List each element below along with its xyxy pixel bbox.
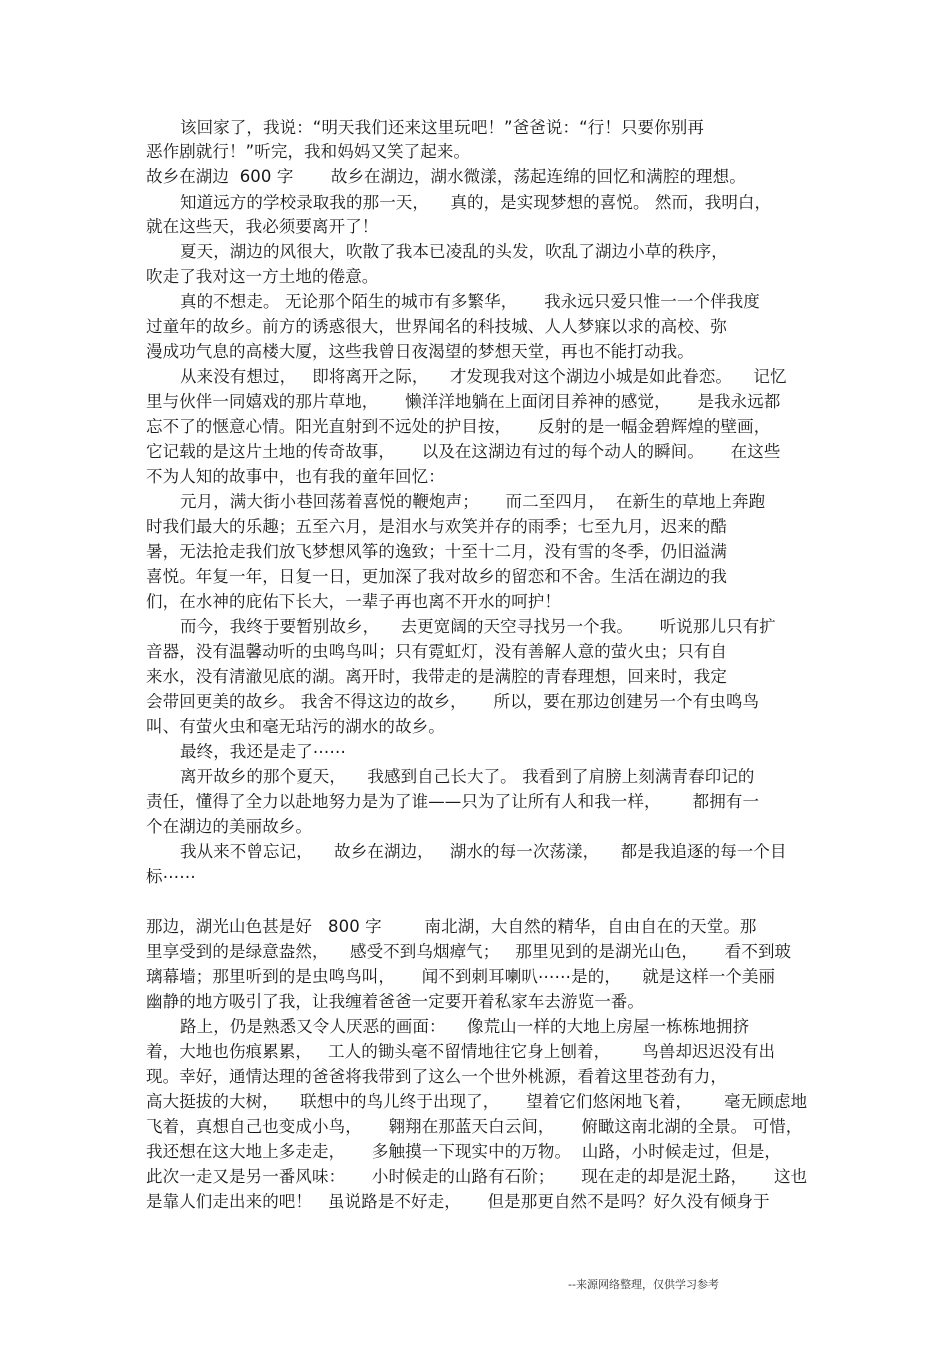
paragraph-line: 会带回更美的故乡。 我舍不得这边的故乡， 所以，要在那边创建另一个有虫鸣鸟: [146, 692, 760, 711]
paragraph-line: 路上，仍是熟悉又令人厌恶的画面： 像荒山一样的大地上房屋一栋栋地拥挤: [180, 1017, 750, 1036]
paragraph-line: 过童年的故乡。前方的诱惑很大，世界闻名的科技城、人人梦寐以求的高校、弥: [146, 317, 727, 336]
paragraph-line: 现。幸好，通情达理的爸爸将我带到了这么一个世外桃源，看着这里苍劲有力，: [146, 1067, 727, 1086]
paragraph-line: 最终，我还是走了⋯⋯: [180, 742, 346, 761]
paragraph-line: 叫、有萤火虫和毫无玷污的湖水的故乡。: [146, 717, 445, 736]
paragraph-line: 恶作剧就行！”听完，我和妈妈又笑了起来。: [146, 142, 471, 161]
paragraph-line: 暑，无法抢走我们放飞梦想风筝的逸致；十至十二月，没有雪的冬季，仍旧溢满: [146, 542, 727, 561]
essay-title-line: 故乡在湖边 600 字 故乡在湖边，湖水微漾，荡起连绵的回忆和满腔的理想。: [146, 167, 746, 186]
paragraph-line: 飞着，真想自己也变成小鸟， 翱翔在那蓝天白云间， 俯瞰这南北湖的全景。 可惜，: [146, 1117, 803, 1136]
paragraph-line: 元月，满大街小巷回荡着喜悦的鞭炮声； 而二至四月， 在新生的草地上奔跑: [180, 492, 766, 511]
paragraph-line: 们，在水神的庇佑下长大，一辈子再也离不开水的呵护！: [146, 592, 561, 611]
paragraph-line: 夏天，湖边的风很大，吹散了我本已凌乱的头发，吹乱了湖边小草的秩序，: [180, 242, 728, 261]
essay-title-line: 那边，湖光山色甚是好 800 字 南北湖，大自然的精华，自由自在的天堂。那: [146, 917, 757, 936]
paragraph-line: 里享受到的是绿意盎然， 感受不到乌烟瘴气； 那里见到的是湖光山色， 看不到玻: [146, 942, 792, 961]
paragraph-line: 来水，没有清澈见底的湖。离开时，我带走的是满腔的青春理想，回来时，我定: [146, 667, 727, 686]
paragraph-line: 着，大地也伤痕累累， 工人的锄头毫不留情地往它身上刨着， 鸟兽却迟迟没有出: [146, 1042, 776, 1061]
paragraph-line: 它记载的是这片土地的传奇故事， 以及在这湖边有过的每个动人的瞬间。 在这些: [146, 442, 781, 461]
paragraph-line: 而今，我终于要暂别故乡， 去更宽阔的天空寻找另一个我。 听说那儿只有扩: [180, 617, 776, 636]
paragraph-line: 个在湖边的美丽故乡。: [146, 817, 312, 836]
paragraph-line: 是靠人们走出来的吧！ 虽说路是不好走， 但是那更自然不是吗？好久没有倾身于: [146, 1192, 770, 1211]
paragraph-line: 该回家了，我说：“明天我们还来这里玩吧！”爸爸说：“行！只要你别再: [180, 118, 704, 137]
paragraph-line: 忘不了的惬意心情。阳光直射到不远处的护目按， 反射的是一幅金碧辉煌的壁画，: [146, 417, 771, 436]
paragraph-line: 音器，没有温馨动听的虫鸣鸟叫；只有霓虹灯，没有善解人意的萤火虫；只有自: [146, 642, 727, 661]
paragraph-line: 漫成功气息的高楼大厦，这些我曾日夜渴望的梦想天堂，再也不能打动我。: [146, 342, 694, 361]
paragraph-line: 里与伙伴一同嬉戏的那片草地， 懒洋洋地躺在上面闭目养神的感觉， 是我永远都: [146, 392, 781, 411]
paragraph-line: 责任，懂得了全力以赴地努力是为了谁——只为了让所有人和我一样， 都拥有一: [146, 792, 760, 811]
paragraph-line: 就在这些天，我必须要离开了！: [146, 217, 379, 236]
source-footer: --来源网络整理，仅供学习参考: [568, 1278, 719, 1291]
paragraph-line: 我从来不曾忘记， 故乡在湖边， 湖水的每一次荡漾， 都是我追逐的每一个目: [180, 842, 787, 861]
paragraph-line: 离开故乡的那个夏天， 我感到自己长大了。 我看到了肩膀上刻满青春印记的: [180, 767, 755, 786]
paragraph-line: 时我们最大的乐趣；五至六月，是泪水与欢笑并存的雨季；七至九月，迟来的酷: [146, 517, 727, 536]
paragraph-line: 标⋯⋯: [146, 867, 196, 886]
paragraph-line: 璃幕墙；那里听到的是虫鸣鸟叫， 闻不到刺耳喇叭⋯⋯是的， 就是这样一个美丽: [146, 967, 776, 986]
paragraph-line: 高大挺拔的大树， 联想中的鸟儿终于出现了， 望着它们悠闲地飞着， 毫无顾虑地: [146, 1092, 808, 1111]
paragraph-line: 喜悦。年复一年，日复一日，更加深了我对故乡的留恋和不舍。生活在湖边的我: [146, 567, 727, 586]
paragraph-line: 幽静的地方吸引了我，让我缠着爸爸一定要开着私家车去游览一番。: [146, 992, 644, 1011]
paragraph-line: 我还想在这大地上多走走， 多触摸一下现实中的万物。 山路，小时候走过，但是，: [146, 1142, 782, 1161]
paragraph-line: 不为人知的故事中，也有我的童年回忆：: [146, 467, 445, 486]
paragraph-line: 吹走了我对这一方土地的倦意。: [146, 267, 379, 286]
paragraph-line: 从来没有想过， 即将离开之际， 才发现我对这个湖边小城是如此眷恋。 记忆: [180, 367, 787, 386]
paragraph-line: 知道远方的学校录取我的那一天， 真的，是实现梦想的喜悦。 然而，我明白，: [180, 193, 772, 212]
paragraph-line: 真的不想走。 无论那个陌生的城市有多繁华， 我永远只爱只惟一一个伴我度: [180, 292, 760, 311]
paragraph-line: 此次一走又是另一番风味： 小时候走的山路有石阶； 现在走的却是泥土路， 这也: [146, 1167, 808, 1186]
